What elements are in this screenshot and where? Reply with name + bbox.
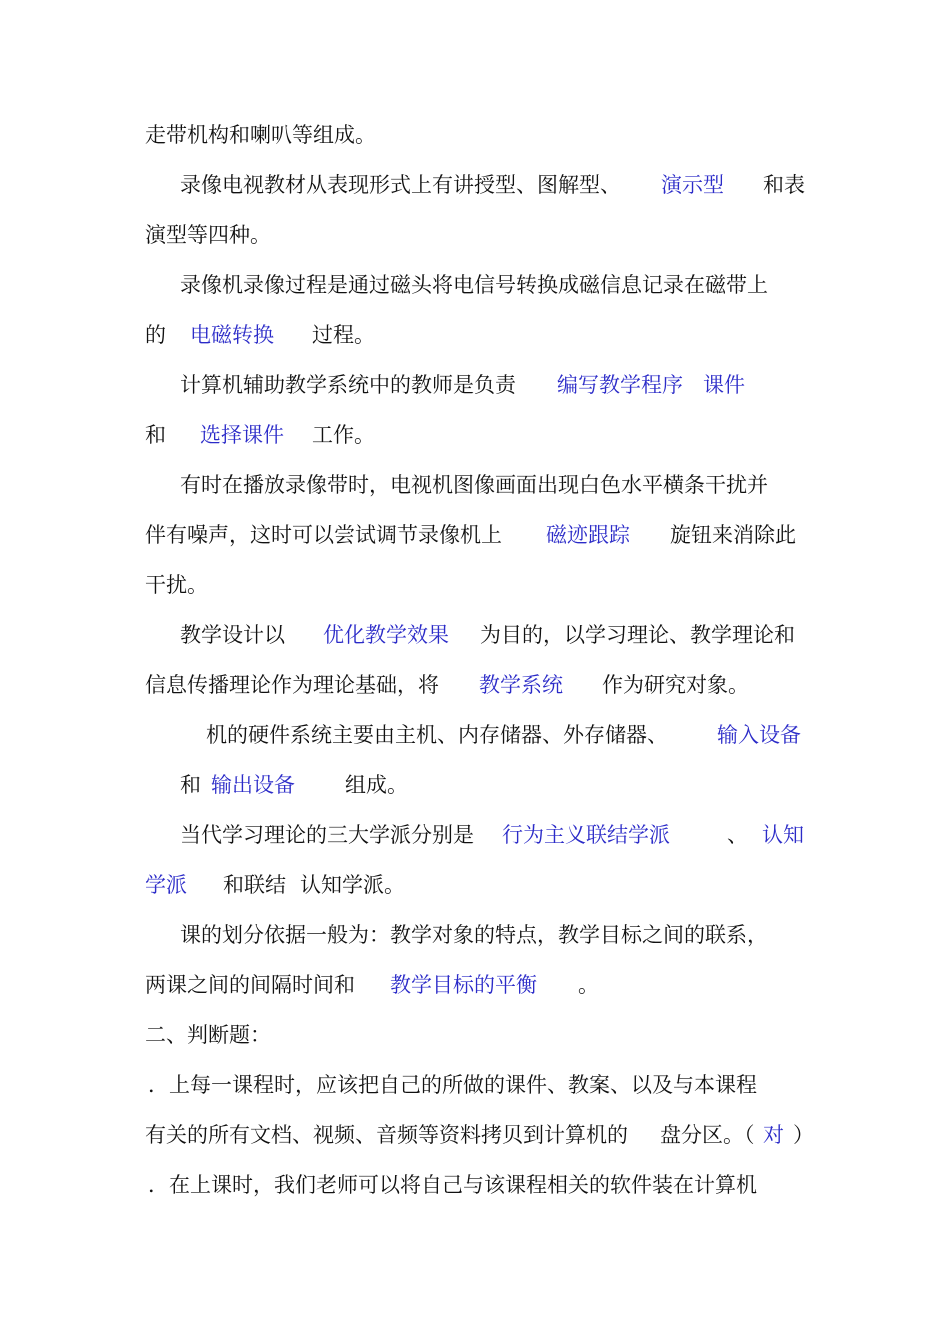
answer-blank: 教学系统 [479,673,563,697]
text-segment: ．上每一课程时，应该把自己的所做的课件、教案、以及与本课程 [148,1073,757,1097]
answer-blank: 行为主义联结学派 [502,823,670,847]
text-segment: 和 [145,423,166,447]
text-segment: 和 [180,773,201,797]
text-segment: 录像电视教材从表现形式上有讲授型、图解型、 [180,173,621,197]
text-segment: 和联结 [223,873,286,897]
answer-blank: 输出设备 [211,773,295,797]
answer-blank: 电磁转换 [190,323,274,347]
text-segment: 、 [727,823,748,847]
text-segment: 走带机构和喇叭等组成。 [145,123,376,147]
text-segment: 作为研究对象。 [602,673,749,697]
text-segment: 信息传播理论作为理论基础，将 [145,673,439,697]
text-segment: 有时在播放录像带时，电视机图像画面出现白色水平横条干扰并 [180,473,768,497]
answer-blank: 演示型 [661,173,724,197]
answer-blank: 磁迹跟踪 [546,523,630,547]
answer-blank: 学派 [145,873,187,897]
text-segment: 二、判断题： [145,1023,271,1047]
text-segment: 计算机辅助教学系统中的教师是负责 [180,373,516,397]
text-segment: ．在上课时，我们老师可以将自己与该课程相关的软件装在计算机 [148,1173,757,1197]
answer-blank: 优化教学效果 [323,623,449,647]
text-segment: 为目的，以学习理论、教学理论和 [480,623,795,647]
text-segment: 教学设计以 [180,623,285,647]
text-segment: 。 [578,973,599,997]
text-segment: 组成。 [345,773,408,797]
text-segment: 录像机录像过程是通过磁头将电信号转换成磁信息记录在磁带上 [180,273,768,297]
text-segment: 当代学习理论的三大学派分别是 [180,823,474,847]
text-segment: 盘分区。（ [660,1123,755,1147]
text-segment: 的 [145,323,166,347]
text-segment: ） [793,1123,814,1147]
answer-blank: 选择课件 [200,423,284,447]
text-segment: 工作。 [312,423,375,447]
text-segment: 两课之间的间隔时间和 [145,973,355,997]
text-segment: 伴有噪声，这时可以尝试调节录像机上 [145,523,502,547]
text-segment: 和表 [763,173,805,197]
text-segment: 过程。 [312,323,375,347]
text-segment: 认知学派。 [300,873,405,897]
text-segment: 旋钮来消除此 [670,523,796,547]
text-segment: 课的划分依据一般为：教学对象的特点，教学目标之间的联系， [180,923,768,947]
answer-blank: 认知 [762,823,804,847]
answer-blank: 教学目标的平衡 [390,973,537,997]
text-segment: 演型等四种。 [145,223,271,247]
text-segment: 有关的所有文档、视频、音频等资料拷贝到计算机的 [145,1123,628,1147]
answer-blank: 输入设备 [717,723,801,747]
answer-blank: 编写教学程序 [557,373,683,397]
text-segment: 机的硬件系统主要由主机、内存储器、外存储器、 [206,723,668,747]
answer-blank: 对 [763,1123,784,1147]
answer-blank: 课件 [703,373,745,397]
text-segment: 干扰。 [145,573,208,597]
